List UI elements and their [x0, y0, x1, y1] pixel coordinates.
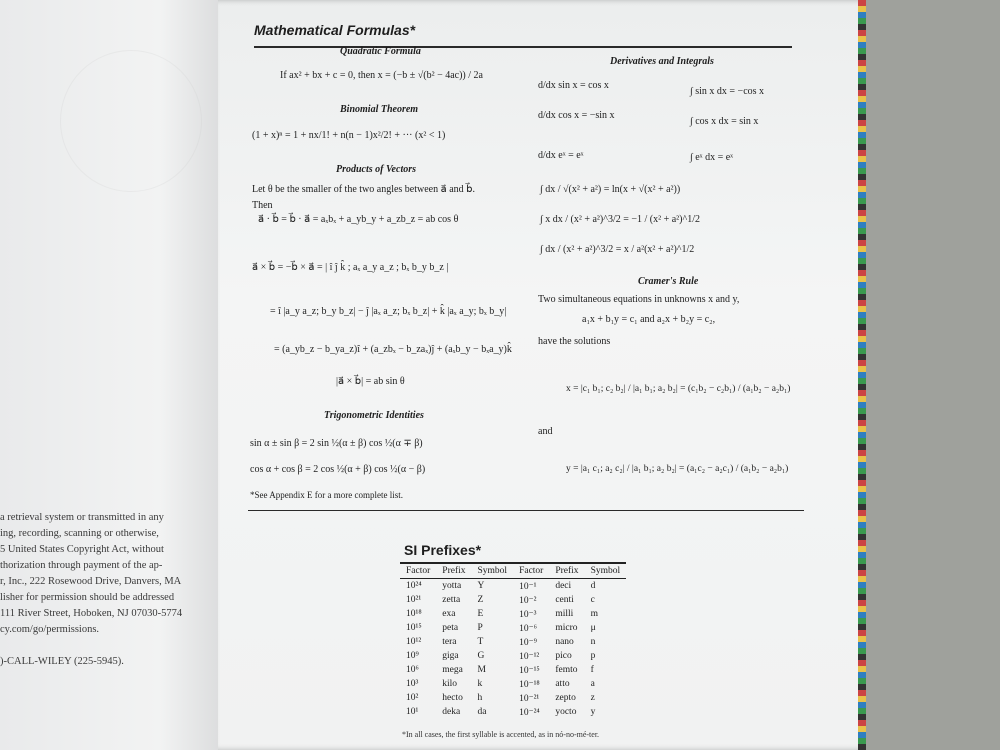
table-cell: G [477, 651, 485, 661]
table-row [400, 649, 626, 663]
si-title: SI Prefixes* [404, 542, 482, 558]
table-cell: z [590, 693, 595, 703]
table-cell: centi [555, 595, 574, 605]
table-cell: 10²¹ [406, 595, 422, 605]
si-footnote: *In all cases, the first syllable is accented, as in nó-no-mé-ter. [402, 730, 600, 739]
table-cell: 10⁹ [406, 651, 419, 661]
cramer-y: y = |a₁ c₁; a₂ c₂| / |a₁ b₁; a₂ b₂| = (a₁c₂ − a₂c₁) / (a₁b₂ − a₂b₁) [566, 464, 789, 474]
vectors-intro: Let θ be the smaller of the two angles between a⃗ and b⃗. [252, 184, 476, 195]
table-cell: 10¹⁵ [406, 623, 422, 633]
table-cell: tera [442, 637, 457, 647]
background-surface [866, 0, 1000, 750]
table-cell: zepto [555, 693, 576, 703]
table-cell: P [477, 623, 483, 633]
table-cell: 10⁻¹ [519, 581, 537, 592]
table-cell: mega [442, 665, 463, 675]
table-cell: k [477, 679, 483, 689]
table-row [400, 691, 626, 705]
table-cell: 10⁻² [519, 595, 537, 606]
formulas-footnote: *See Appendix E for a more complete list. [250, 490, 403, 500]
quadratic-heading: Quadratic Formula [340, 46, 421, 57]
table-cell: hecto [442, 693, 463, 703]
copyright-line: cy.com/go/permissions. [0, 624, 100, 635]
table-cell: 10⁻¹⁵ [519, 665, 540, 676]
col-symbol: Symbol [585, 563, 627, 579]
copyright-line: 111 River Street, Hoboken, NJ 07030-5774 [0, 608, 183, 619]
table-cell: E [477, 609, 484, 619]
cross-magnitude: |a⃗ × b⃗| = ab sin θ [336, 376, 405, 387]
integral-exp: ∫ eˣ dx = eˣ [690, 152, 734, 163]
table-cell: 10⁻⁶ [519, 623, 537, 634]
si-header-row [400, 563, 626, 579]
table-cell: f [590, 665, 594, 675]
table-cell: deka [442, 707, 461, 717]
cramer-heading: Cramer's Rule [638, 276, 699, 287]
table-row [400, 677, 626, 691]
table-cell: Z [477, 595, 484, 605]
cramer-and: and [538, 426, 553, 437]
table-cell: 10⁻¹² [519, 651, 540, 662]
table-cell: exa [442, 609, 456, 619]
trig-identity-2: cos α + cos β = 2 cos ½(α + β) cos ½(α − β) [250, 464, 426, 475]
table-cell: 10³ [406, 679, 419, 689]
copyright-line: 5 United States Copyright Act, without [0, 544, 164, 555]
table-cell: 10²⁴ [406, 581, 422, 591]
copyright-line: )-CALL-WILEY (225-5945). [0, 656, 124, 667]
integral-cos: ∫ cos x dx = sin x [690, 116, 759, 127]
table-cell: micro [555, 623, 578, 633]
table-cell: 10¹ [406, 707, 419, 717]
si-table-body [400, 579, 626, 720]
table-cell: peta [442, 623, 459, 633]
table-cell: milli [555, 609, 574, 619]
integral-x: ∫ x dx / (x² + a²)^3/2 = −1 / (x² + a²)^1/2 [540, 214, 700, 225]
table-cell: nano [555, 637, 574, 647]
section-rule [248, 510, 804, 511]
copyright-spacer [0, 638, 230, 654]
copyright-line: thorization through payment of the ap- [0, 560, 163, 571]
table-cell: 10⁻¹⁸ [519, 679, 540, 690]
table-cell: zetta [442, 595, 461, 605]
col-symbol: Symbol [472, 563, 514, 579]
table-cell: giga [442, 651, 459, 661]
table-cell: T [477, 637, 484, 647]
dot-product: a⃗ · b⃗ = b⃗ · a⃗ = aₓbₓ + a_yb_y + a_zb_z = ab cos θ [258, 214, 459, 225]
copyright-line: lisher for permission should be addressed [0, 592, 175, 603]
table-cell: m [590, 609, 598, 619]
table-cell: y [590, 707, 596, 717]
cross-expansion: = î |a_y a_z; b_y b_z| − ĵ |aₓ a_z; bₓ b_z| + k̂ |aₓ a_y; bₓ b_y| [270, 306, 507, 317]
table-cell: p [590, 651, 596, 661]
table-cell: 10¹⁸ [406, 609, 422, 619]
table-cell: d [590, 581, 596, 591]
col-factor: Factor [513, 563, 549, 579]
table-cell: pico [555, 651, 572, 661]
table-cell: M [477, 665, 486, 675]
binomial-heading: Binomial Theorem [340, 104, 419, 115]
integral-log: ∫ dx / √(x² + a²) = ln(x + √(x² + a²)) [540, 184, 681, 195]
trig-identity-1: sin α ± sin β = 2 sin ½(α ± β) cos ½(α ∓ β) [250, 438, 423, 449]
table-cell: 10⁻⁹ [519, 637, 537, 648]
copyright-line: r, Inc., 222 Rosewood Drive, Danvers, MA [0, 576, 182, 587]
cramer-x: x = |c₁ b₁; c₂ b₂| / |a₁ b₁; a₂ b₂| = (c₁b₂ − c₂b₁) / (a₁b₂ − a₂b₁) [566, 384, 791, 394]
binomial-formula: (1 + x)ⁿ = 1 + nx/1! + n(n − 1)x²/2! + ··· (x² < 1) [252, 130, 446, 141]
table-row [400, 593, 626, 607]
table-cell: μ [590, 623, 596, 633]
table-row [400, 607, 626, 621]
left-facing-page [0, 0, 228, 750]
table-row [400, 663, 626, 677]
page-edge-color-tabs [858, 0, 866, 750]
integral-sin: ∫ sin x dx = −cos x [690, 86, 765, 97]
col-prefix: Prefix [549, 563, 584, 579]
table-cell: 10² [406, 693, 419, 703]
cramer-equations: a₁x + b₁y = c₁ and a₂x + b₂y = c₂, [582, 314, 716, 325]
vectors-then: Then [252, 200, 273, 211]
derivative-cos: d/dx cos x = −sin x [538, 110, 615, 121]
table-cell: 10⁻²⁴ [519, 707, 540, 718]
title-rule [254, 46, 792, 48]
table-row [400, 635, 626, 649]
formulas-title: Mathematical Formulas* [254, 22, 416, 38]
table-cell: 10⁶ [406, 665, 419, 675]
cross-components: = (a_yb_z − b_ya_z)î + (a_zbₓ − b_zaₓ)ĵ + (aₓb_y − bₓa_y)k̂ [274, 344, 512, 355]
table-cell: da [477, 707, 487, 717]
copyright-line: ing, recording, scanning or otherwise, [0, 528, 159, 539]
trig-heading: Trigonometric Identities [324, 410, 424, 421]
integral-dx: ∫ dx / (x² + a²)^3/2 = x / a²(x² + a²)^1/2 [540, 244, 695, 255]
table-cell: c [590, 595, 595, 605]
table-cell: h [477, 693, 483, 703]
col-prefix: Prefix [436, 563, 471, 579]
table-cell: kilo [442, 679, 458, 689]
quadratic-formula: If ax² + bx + c = 0, then x = (−b ± √(b² − 4ac)) / 2a [280, 70, 483, 81]
copyright-text [0, 510, 230, 670]
col-factor: Factor [400, 563, 436, 579]
copyright-line: a retrieval system or transmitted in any [0, 512, 164, 523]
vectors-heading: Products of Vectors [336, 164, 416, 175]
table-cell: a [590, 679, 595, 689]
derivative-sin: d/dx sin x = cos x [538, 80, 609, 91]
table-cell: yotta [442, 581, 462, 591]
cramer-intro: Two simultaneous equations in unknowns x and y, [538, 294, 740, 305]
show-through-graphic [60, 50, 202, 192]
table-cell: deci [555, 581, 572, 591]
table-row [400, 705, 626, 719]
table-row [400, 579, 626, 594]
table-cell: yocto [555, 707, 577, 717]
table-cell: n [590, 637, 596, 647]
cross-product: a⃗ × b⃗ = −b⃗ × a⃗ = | î ĵ k̂ ; aₓ a_y a_z ; bₓ b_y b_z | [252, 262, 449, 273]
table-cell: Y [477, 581, 485, 591]
table-cell: 10⁻³ [519, 609, 537, 620]
table-cell: femto [555, 665, 578, 675]
si-prefix-table [400, 562, 626, 719]
table-cell: atto [555, 679, 570, 689]
derivatives-heading: Derivatives and Integrals [610, 56, 714, 67]
table-cell: 10⁻²¹ [519, 693, 540, 704]
table-row [400, 621, 626, 635]
cramer-have: have the solutions [538, 336, 611, 347]
table-cell: 10¹² [406, 637, 422, 647]
derivative-exp: d/dx eˣ = eˣ [538, 150, 584, 161]
